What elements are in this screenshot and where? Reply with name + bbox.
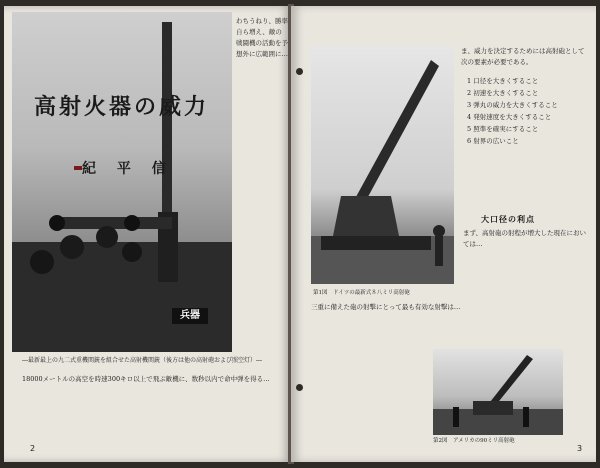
list-item: 5 照準を確実にすること [467,125,539,133]
binding-hole [296,68,303,75]
author-marker [74,166,82,170]
article-title: 高射火器の威力 [34,95,210,120]
photo1-caption: 第1図 ドイツの最新式８八ミリ高射砲 [313,290,410,296]
category-stamp: 兵器 [172,308,208,324]
list-item: 2 初速を大きくすること [467,89,539,97]
right-intro-text: ま、威力を決定するためには高射砲として次の要素が必要である。 [461,47,585,66]
right-page-number: 3 [577,444,583,453]
section-heading: 大口径の利点 [481,215,535,224]
binding-hole [296,384,303,391]
photo2-caption: 第2図 アメリカの90ミリ高射砲 [433,438,515,444]
section-text: まず、高射砲の射程が増大した現在においては… [463,229,586,248]
list-item: 4 発射速度を大きくすること [467,113,552,121]
right-body-text: 三重に備えた砲の射撃にとって最も有効な射撃は… [311,303,461,311]
right-page [291,6,596,462]
left-page-number: 2 [30,444,36,453]
left-photo-caption: ―最新最上の九二式重機関銃を組合せた高射機関銃（後方は他の高射砲および照空灯）― [22,357,263,364]
article-author: 紀 平 信 [82,161,174,177]
anti-aircraft-gun-photo [12,12,232,352]
list-item: 6 射界の広いこと [467,137,519,145]
american-gun-photo [433,349,563,435]
left-page [4,6,291,462]
list-item: 1 口径を大きくすること [467,77,539,85]
requirements-list [467,76,587,148]
left-body-text: 18000メートルの高空を時速300キロ以上で飛ぶ敵機に、数秒以内で命中弾を得る… [22,375,270,383]
left-side-column: わちうねり、勝率自ら増え、敵の戦闘機の活動を予想外に広範囲に… [236,17,288,58]
list-item: 3 弾丸の威力を大きくすること [467,101,558,109]
german-flak-gun-photo [311,46,454,284]
